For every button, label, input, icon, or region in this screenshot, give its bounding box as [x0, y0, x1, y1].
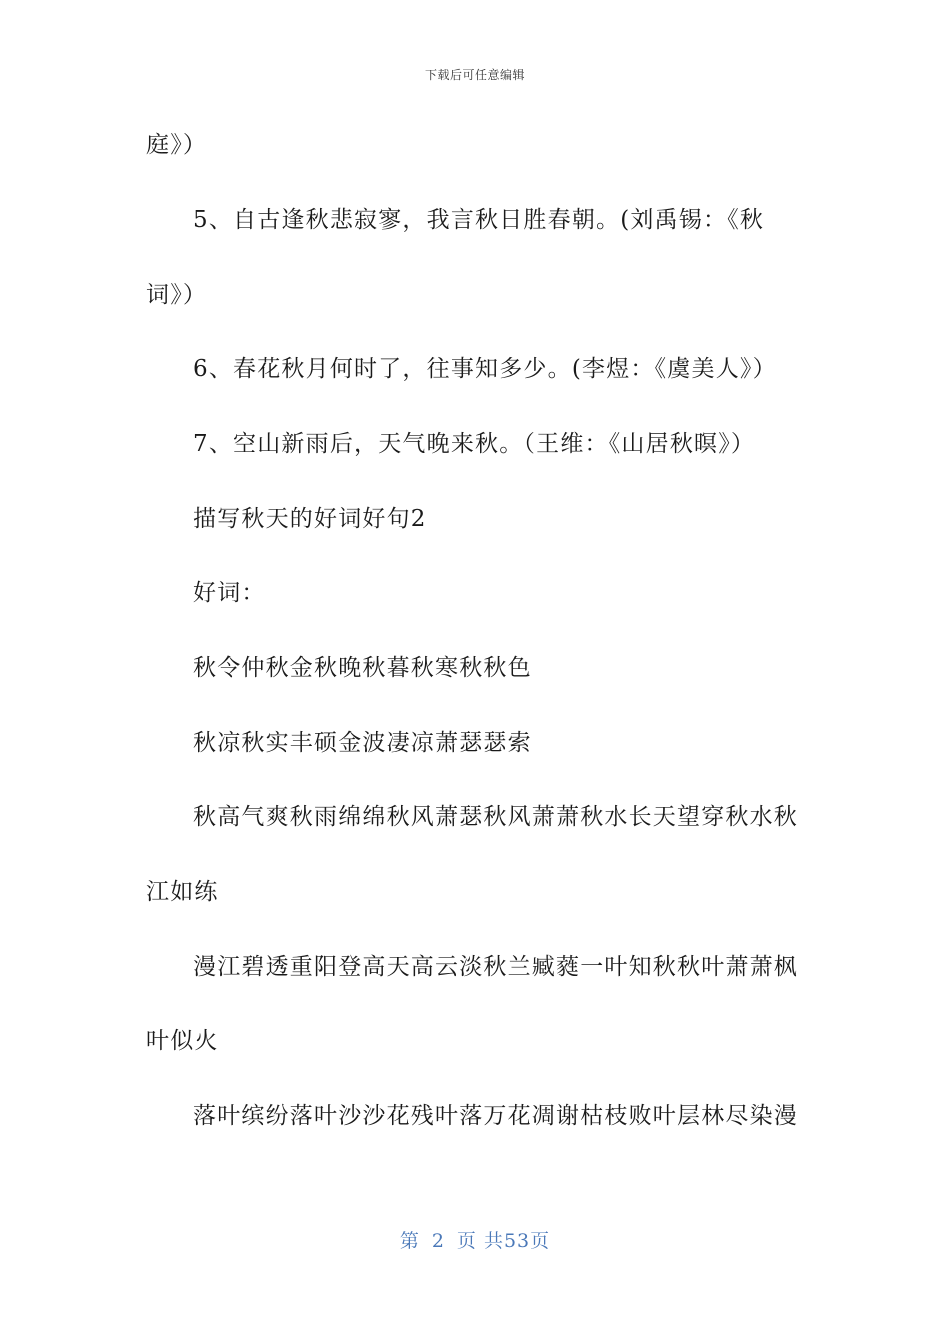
- text-line: 7、空山新雨后，天气晚来秋。（王维：《山居秋暝》）: [193, 431, 756, 457]
- text-line: 词》）: [146, 282, 208, 308]
- text-line: 6、春花秋月何时了，往事知多少。(李煜：《虞美人》）: [193, 356, 777, 382]
- text-line: 秋高气爽秋雨绵绵秋风萧瑟秋风萧萧秋水长天望穿秋水秋: [193, 804, 798, 830]
- text-line: 庭》）: [146, 132, 208, 158]
- current-page: 2: [431, 1230, 445, 1252]
- section-heading: 描写秋天的好词好句2: [193, 506, 427, 532]
- text-line: 叶似火: [146, 1028, 219, 1054]
- text-line: 秋凉秋实丰硕金波凄凉萧瑟瑟索: [193, 730, 532, 756]
- text-line: 漫江碧透重阳登高天高云淡秋兰臧蕤一叶知秋秋叶萧萧枫: [193, 954, 798, 980]
- footer-prefix: 第: [399, 1230, 420, 1252]
- total-pages: 53: [503, 1230, 531, 1252]
- text-line: 秋令仲秋金秋晚秋暮秋寒秋秋色: [193, 655, 532, 681]
- footer-suffix: 页: [530, 1230, 551, 1252]
- text-line: 落叶缤纷落叶沙沙花残叶落万花凋谢枯枝败叶层林尽染漫: [193, 1103, 798, 1129]
- subheading: 好词：: [193, 580, 266, 606]
- text-line: 江如练: [146, 879, 219, 905]
- header-note: 下载后可任意编辑: [424, 68, 525, 82]
- footer-middle: 页 共: [456, 1230, 504, 1252]
- text-line: 5、自古逢秋悲寂寥，我言秋日胜春朝。(刘禹锡：《秋: [193, 207, 765, 233]
- page-number-footer: [0, 1226, 950, 1253]
